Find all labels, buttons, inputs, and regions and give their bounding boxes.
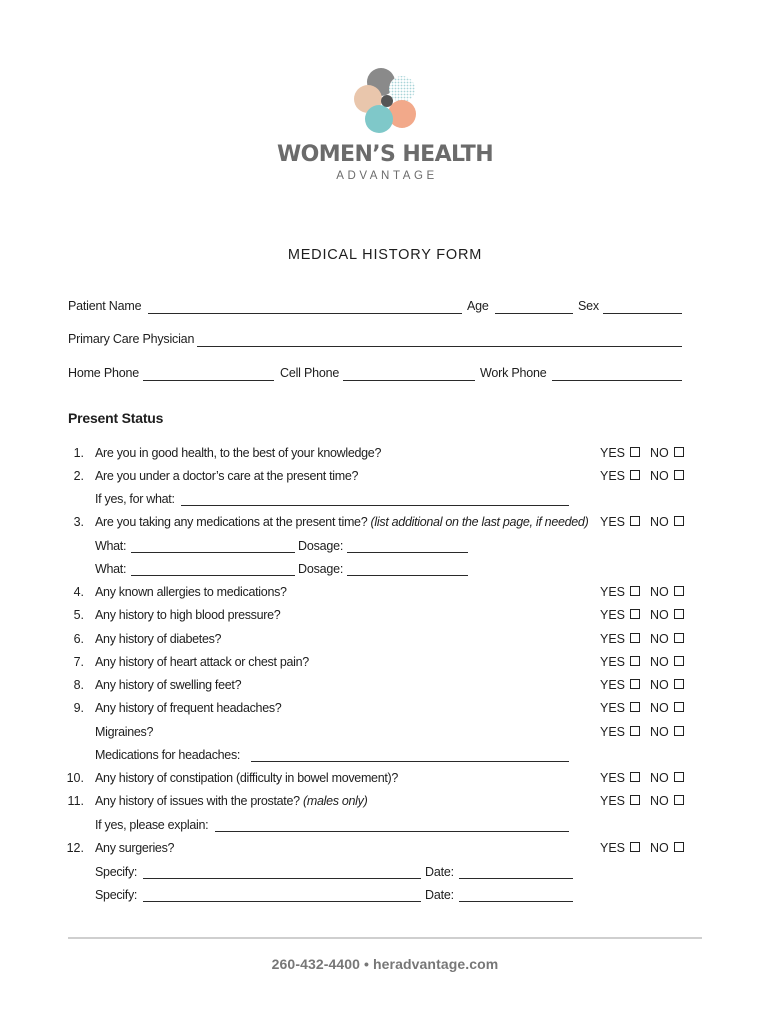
yes-label: YES [600,469,626,483]
question-number: 12. [66,841,84,855]
no-checkbox[interactable] [674,586,684,596]
question-number: 2. [73,469,84,483]
no-checkbox[interactable] [674,447,684,457]
yes-option[interactable] [600,607,640,623]
no-checkbox[interactable] [674,726,684,736]
question-secondary-label: Dosage: [298,562,344,576]
question-label: Any surgeries? [95,841,175,855]
no-option[interactable] [650,445,684,461]
no-label: NO [650,608,669,622]
cell-phone-label: Cell Phone [280,366,340,380]
brand-name: WOMEN’S HEALTH [276,142,494,167]
yes-option[interactable] [600,770,640,786]
yes-option[interactable] [600,724,640,740]
question-label: If yes, please explain: [95,818,209,832]
question-text [95,607,280,623]
yes-option[interactable] [600,584,640,600]
question-note: (males only) [302,794,368,808]
question-text [95,654,309,670]
yes-option[interactable] [600,793,640,809]
answer-line[interactable] [251,761,569,762]
work-phone-label: Work Phone [480,366,547,380]
question-label: What: [95,539,127,553]
no-option[interactable] [650,724,684,740]
no-option[interactable] [650,793,684,809]
question-text [95,445,381,461]
footer-contact: 260-432-4400 • heradvantage.com [271,956,499,972]
yes-label: YES [600,771,626,785]
question-label: Are you under a doctor’s care at the present time? [95,469,359,483]
question-label: Any history of issues with the prostate? [95,794,300,808]
question-number: 9. [73,701,84,715]
answer-line[interactable] [131,552,295,553]
no-label: NO [650,446,669,460]
yes-label: YES [600,701,626,715]
yes-label: YES [600,655,626,669]
no-checkbox[interactable] [674,516,684,526]
no-option[interactable] [650,770,684,786]
no-checkbox[interactable] [674,795,684,805]
brand-subtitle: ADVANTAGE [336,170,438,182]
question-label: What: [95,562,127,576]
question-text [95,724,153,740]
question-label: Are you taking any medications at the present time? [95,515,368,529]
question-label: Any history of heart attack or chest pain? [95,655,309,669]
sex-label: Sex [578,299,599,313]
secondary-answer-line[interactable] [347,575,468,576]
home-phone-field[interactable] [143,380,274,381]
question-number: 1. [73,446,84,460]
question-label: Any history to high blood pressure? [95,608,281,622]
yes-option[interactable] [600,700,640,716]
question-label: Medications for headaches: [95,748,241,762]
no-label: NO [650,678,669,692]
question-label: Migraines? [95,725,154,739]
work-phone-field[interactable] [552,380,682,381]
yes-label: YES [600,841,626,855]
answer-line[interactable] [143,878,421,879]
yes-checkbox[interactable] [630,633,640,643]
question-text [95,793,367,809]
question-label: Specify: [95,888,138,902]
yes-label: YES [600,678,626,692]
yes-checkbox[interactable] [630,656,640,666]
question-number: 4. [73,585,84,599]
cell-phone-field[interactable] [343,380,475,381]
question-number: 11. [67,794,84,808]
question-label: Are you in good health, to the best of your knowledge? [95,446,382,460]
question-label: Any known allergies to medications? [95,585,287,599]
yes-checkbox[interactable] [630,679,640,689]
answer-line[interactable] [143,901,421,902]
no-option[interactable] [650,631,684,647]
no-checkbox[interactable] [674,702,684,712]
no-label: NO [650,771,669,785]
yes-option[interactable] [600,677,640,693]
yes-option[interactable] [600,514,640,530]
no-option[interactable] [650,468,684,484]
question-label: Any history of constipation (difficulty in bowel movement)? [95,771,399,785]
question-label: Any history of swelling feet? [95,678,242,692]
womens-health-logo-icon [352,66,420,136]
no-label: NO [650,585,669,599]
secondary-answer-line[interactable] [459,878,573,879]
yes-checkbox[interactable] [630,726,640,736]
question-text [95,840,174,856]
no-checkbox[interactable] [674,633,684,643]
yes-checkbox[interactable] [630,586,640,596]
no-checkbox[interactable] [674,470,684,480]
question-label: Any history of diabetes? [95,632,222,646]
question-text [95,770,398,786]
question-text [95,538,126,554]
no-option[interactable] [650,677,684,693]
yes-checkbox[interactable] [630,702,640,712]
yes-label: YES [600,608,626,622]
question-text [95,584,287,600]
question-text [95,817,208,833]
yes-checkbox[interactable] [630,795,640,805]
yes-option[interactable] [600,654,640,670]
question-text [95,677,241,693]
answer-line[interactable] [131,575,295,576]
question-label: Specify: [95,865,138,879]
patient-name-label: Patient Name [68,299,142,313]
no-checkbox[interactable] [674,656,684,666]
question-number: 6. [73,632,84,646]
yes-checkbox[interactable] [630,772,640,782]
question-secondary-label: Date: [425,865,454,879]
yes-option[interactable] [600,468,640,484]
question-text [95,491,175,507]
footer-divider [68,937,702,939]
age-field[interactable] [495,313,573,314]
secondary-answer-line[interactable] [347,552,468,553]
question-text [95,561,126,577]
question-text [95,631,221,647]
secondary-answer-line[interactable] [459,901,573,902]
question-text [95,747,240,763]
patient-name-field[interactable] [148,313,462,314]
yes-label: YES [600,585,626,599]
no-option[interactable] [650,840,684,856]
question-text [95,700,281,716]
yes-checkbox[interactable] [630,516,640,526]
no-label: NO [650,655,669,669]
pcp-label: Primary Care Physician [68,332,195,346]
question-text [95,514,588,530]
yes-label: YES [600,515,626,529]
no-checkbox[interactable] [674,842,684,852]
question-number: 8. [73,678,84,692]
question-secondary-label: Dosage: [298,539,344,553]
answer-line[interactable] [181,505,569,506]
sex-field[interactable] [603,313,682,314]
yes-checkbox[interactable] [630,609,640,619]
yes-option[interactable] [600,445,640,461]
age-label: Age [467,299,489,313]
no-checkbox[interactable] [674,679,684,689]
question-secondary-label: Date: [425,888,454,902]
question-note: (list additional on the last page, if needed) [370,515,589,529]
form-title: MEDICAL HISTORY FORM [287,247,483,263]
section-title: Present Status [68,410,164,426]
no-label: NO [650,515,669,529]
yes-label: YES [600,725,626,739]
yes-checkbox[interactable] [630,842,640,852]
no-label: NO [650,725,669,739]
no-option[interactable] [650,607,684,623]
question-label: Any history of frequent headaches? [95,701,282,715]
question-label: If yes, for what: [95,492,175,506]
yes-checkbox[interactable] [630,447,640,457]
answer-line[interactable] [215,831,569,832]
no-checkbox[interactable] [674,609,684,619]
pcp-field[interactable] [197,346,682,347]
question-text [95,887,137,903]
yes-label: YES [600,446,626,460]
no-label: NO [650,794,669,808]
yes-checkbox[interactable] [630,470,640,480]
no-label: NO [650,632,669,646]
yes-option[interactable] [600,840,640,856]
no-checkbox[interactable] [674,772,684,782]
question-text [95,468,358,484]
no-option[interactable] [650,654,684,670]
yes-label: YES [600,794,626,808]
yes-label: YES [600,632,626,646]
no-label: NO [650,701,669,715]
no-label: NO [650,469,669,483]
yes-option[interactable] [600,631,640,647]
no-label: NO [650,841,669,855]
no-option[interactable] [650,514,684,530]
question-number: 3. [73,515,84,529]
question-text [95,864,137,880]
home-phone-label: Home Phone [68,366,139,380]
question-number: 5. [73,608,84,622]
question-number: 7. [73,655,84,669]
question-number: 10. [66,771,84,785]
no-option[interactable] [650,584,684,600]
no-option[interactable] [650,700,684,716]
